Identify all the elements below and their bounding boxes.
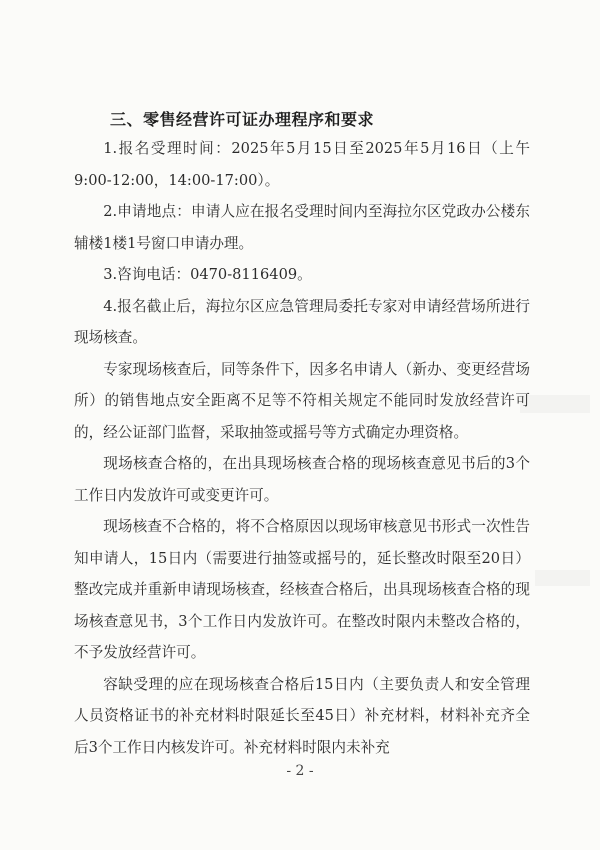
paragraph-lottery-rule: 专家现场核查后，同等条件下，因多名申请人（新办、变更经营场所）的销售地点安全距离不足等不符相关规定不能同时发放经营许可的，经公证部门监督，采取抽签或摇号等方式确定办理资格。 (74, 360, 530, 441)
scan-shadow-mark (520, 395, 590, 413)
paragraph-qualified-inspection: 现场核查合格的，在出具现场核查合格的现场核查意见书后的3个工作日内发放许可或变更许可。 (74, 455, 530, 504)
paragraph-site-inspection: 4.报名截止后，海拉尔区应急管理局委托专家对申请经营场所进行现场核查。 (74, 297, 530, 346)
section-title: 三、零售经营许可证办理程序和要求 (110, 110, 375, 129)
paragraph-unqualified-inspection: 现场核查不合格的，将不合格原因以现场审核意见书形式一次性告知申请人，15日内（需要进行抽签或摇号的，延长整改时限至20日）整改完成并重新申请现场核查，经核查合格后，出具现场核查合格的现场核查意见书，3个工作日内发放许可。在整改时限内未整改合格的，不予发放经营许可。 (74, 518, 530, 661)
paragraph-deficiency-acceptance: 容缺受理的应在现场核查合格后15日内（主要负责人和安全管理人员资格证书的补充材料时限延长至45日）补充材料，材料补充齐全后3个工作日内核发许可。补充材料时限内未补充 (74, 675, 530, 756)
page-number: - 2 - (286, 763, 314, 779)
paragraph-consultation-phone: 3.咨询电话：0470-8116409。 (103, 266, 312, 283)
paragraph-application-location: 2.申请地点：申请人应在报名受理时间内至海拉尔区党政办公楼东辅楼1楼1号窗口申请办理。 (74, 203, 530, 252)
body-text (74, 133, 530, 763)
paragraph-registration-time: 1.报名受理时间：2025年5月15日至2025年5月16日（上午9:00-12:00，14:00-17:00）。 (74, 140, 530, 189)
scan-shadow-mark (535, 570, 590, 586)
